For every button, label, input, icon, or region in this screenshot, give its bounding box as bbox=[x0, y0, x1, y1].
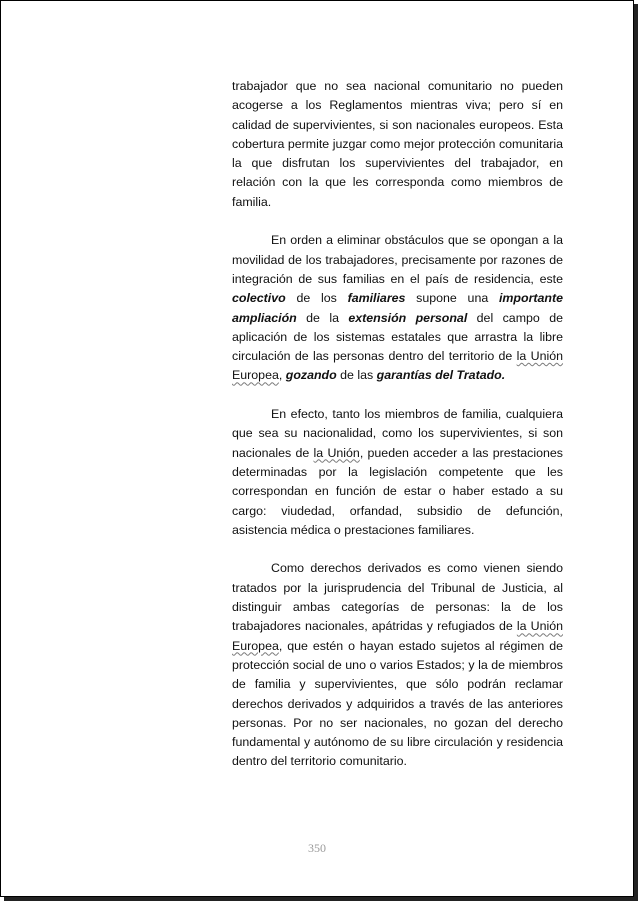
emphasized-text: familiares bbox=[347, 291, 406, 306]
page-number: 350 bbox=[308, 841, 326, 855]
emphasized-text: importante ampliación bbox=[232, 291, 563, 325]
text-segment: En orden a eliminar obstáculos que se opongan a la movilidad de los trabajadores, precisamente por razones de integración de sus familias en el país de residencia, este bbox=[232, 233, 563, 286]
paragraph-1 bbox=[232, 77, 563, 212]
text-segment: de las bbox=[336, 368, 377, 383]
text-segment: En efecto, tanto los miembros de familia, cualquiera que sea su nacionalidad, como los supervivientes, si son nacionales de bbox=[232, 407, 563, 460]
text-segment: de la bbox=[296, 310, 349, 325]
body-text bbox=[232, 77, 563, 791]
emphasized-text: garantías del Tratado. bbox=[376, 368, 506, 383]
emphasized-text: colectivo bbox=[232, 291, 286, 306]
text-segment: Como derechos derivados es como vienen siendo tratados por la jurisprudencia del Tribunal de Justicia, al distinguir ambas categorías de personas: la de los trabajadores nacionales, apátridas y refugiados de bbox=[232, 561, 563, 634]
paragraph-4 bbox=[232, 559, 563, 771]
text-segment: del campo de aplicación de los sistemas estatales que arrastra la libre circulación de las personas dentro del territorio de bbox=[232, 310, 563, 364]
text-segment: , que estén o hayan estado sujetos al régimen de protección social de uno o varios Estados; y la de miembros de familia y supervivientes, que sólo podrán reclamar derechos derivados y adquiridos a través de las anteriores personas. Por no ser nacionales, no gozan del derecho fundamental y autónomo de su libre circulación y residencia dentro del territorio comunitario. bbox=[232, 638, 563, 769]
paragraph-2 bbox=[232, 231, 563, 385]
text-segment: , pueden acceder a las prestaciones determinadas por la legislación competente que les correspondan en función de estar o haber estado a su cargo: viudedad, orfandad, subsidio de defunción, asistencia médica o prestaciones familiares. bbox=[232, 445, 563, 537]
text-segment: , bbox=[278, 368, 286, 383]
text-segment: de los bbox=[285, 291, 348, 306]
spellcheck-flagged-text: la Unión Europea bbox=[232, 349, 564, 383]
spellcheck-flagged-text: la Unión Europea bbox=[232, 619, 563, 653]
paragraph-3 bbox=[232, 405, 563, 540]
emphasized-text: extensión personal bbox=[348, 310, 468, 325]
emphasized-text: gozando bbox=[285, 368, 337, 383]
text-segment: trabajador que no sea nacional comunitario no pueden acogerse a los Reglamentos mientras viva; pero sí en calidad de supervivientes, si son nacionales europeos. Esta cobertura permite juzgar como mejor protección comunitaria la que disfrutan los supervivientes del trabajador, en relación con la que les corresponda como miembros de familia. bbox=[232, 79, 563, 209]
spellcheck-flagged-text: la Unión bbox=[313, 445, 360, 460]
text-segment: supone una bbox=[405, 291, 499, 306]
